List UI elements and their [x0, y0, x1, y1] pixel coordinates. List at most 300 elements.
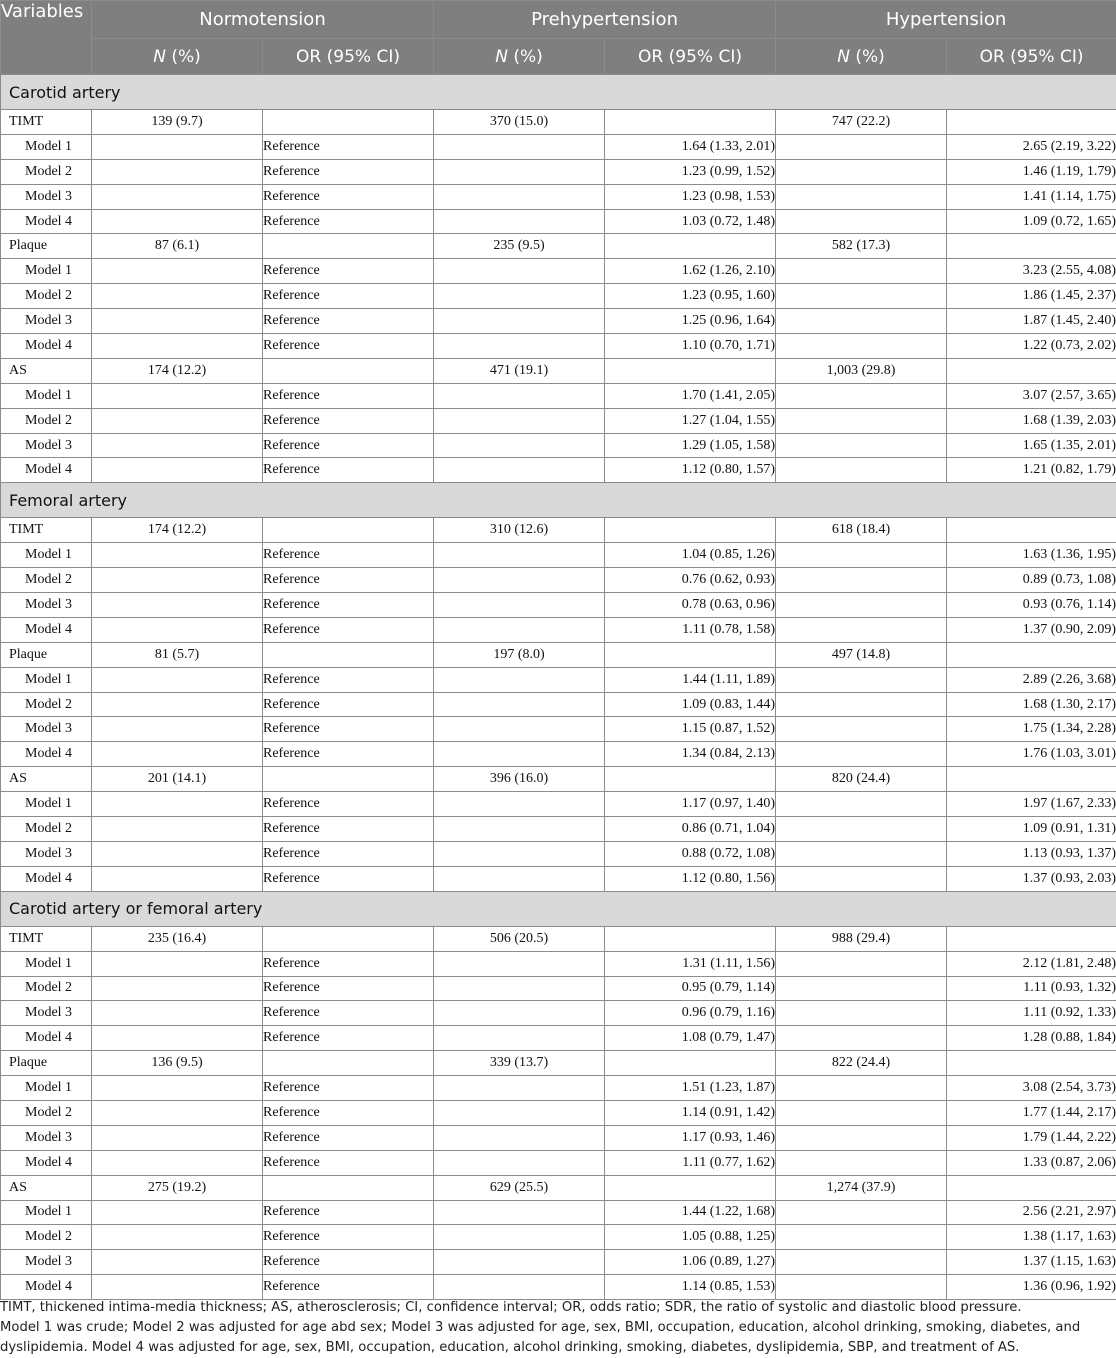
model-label: Model 3 — [1, 309, 92, 334]
outcome-label: AS — [1, 767, 92, 792]
empty-cell — [776, 458, 947, 483]
empty-cell — [776, 1250, 947, 1275]
model-label: Model 3 — [1, 1125, 92, 1150]
model-row — [1, 543, 1116, 568]
empty-cell — [776, 593, 947, 618]
empty-cell — [434, 792, 605, 817]
empty-cell — [776, 543, 947, 568]
model-row — [1, 817, 1116, 842]
model-row — [1, 667, 1116, 692]
table-header — [1, 1, 1116, 75]
table-footnotes — [0, 1298, 1112, 1358]
or-cell-hypertension: 3.07 (2.57, 3.65) — [947, 383, 1116, 408]
model-label: Model 1 — [1, 951, 92, 976]
empty-cell — [605, 1051, 776, 1076]
empty-cell — [434, 1076, 605, 1101]
n-pct-header: N (%) — [434, 39, 605, 75]
model-row — [1, 209, 1116, 234]
model-label: Model 1 — [1, 667, 92, 692]
or-cell-hypertension: 1.09 (0.72, 1.65) — [947, 209, 1116, 234]
empty-cell — [434, 309, 605, 334]
reference-cell: Reference — [263, 593, 434, 618]
n-cell-normotension: 174 (12.2) — [92, 358, 263, 383]
or-cell-prehypertension: 1.15 (0.87, 1.52) — [605, 717, 776, 742]
empty-cell — [776, 209, 947, 234]
outcome-row — [1, 110, 1116, 135]
outcome-row — [1, 926, 1116, 951]
empty-cell — [92, 1026, 263, 1051]
or-cell-hypertension: 0.93 (0.76, 1.14) — [947, 593, 1116, 618]
model-label: Model 4 — [1, 1150, 92, 1175]
empty-cell — [434, 617, 605, 642]
n-cell-prehypertension: 235 (9.5) — [434, 234, 605, 259]
reference-cell: Reference — [263, 792, 434, 817]
or-cell-hypertension: 1.13 (0.93, 1.37) — [947, 841, 1116, 866]
empty-cell — [776, 1275, 947, 1300]
table-body — [1, 75, 1116, 1300]
empty-cell — [263, 110, 434, 135]
or-cell-prehypertension: 1.09 (0.83, 1.44) — [605, 692, 776, 717]
reference-cell: Reference — [263, 1275, 434, 1300]
model-row — [1, 1001, 1116, 1026]
or-cell-hypertension: 1.11 (0.93, 1.32) — [947, 976, 1116, 1001]
or-cell-hypertension: 1.76 (1.03, 3.01) — [947, 742, 1116, 767]
empty-cell — [92, 742, 263, 767]
empty-cell — [776, 667, 947, 692]
empty-cell — [92, 617, 263, 642]
or-cell-prehypertension: 0.86 (0.71, 1.04) — [605, 817, 776, 842]
n-cell-normotension: 136 (9.5) — [92, 1051, 263, 1076]
or-cell-hypertension: 1.46 (1.19, 1.79) — [947, 159, 1116, 184]
reference-cell: Reference — [263, 1225, 434, 1250]
outcome-label: AS — [1, 358, 92, 383]
n-cell-prehypertension: 197 (8.0) — [434, 642, 605, 667]
reference-cell: Reference — [263, 1100, 434, 1125]
or-cell-hypertension: 1.22 (0.73, 2.02) — [947, 334, 1116, 359]
empty-cell — [947, 110, 1116, 135]
reference-cell: Reference — [263, 184, 434, 209]
empty-cell — [605, 518, 776, 543]
model-label: Model 1 — [1, 383, 92, 408]
model-row — [1, 134, 1116, 159]
model-label: Model 3 — [1, 1250, 92, 1275]
empty-cell — [776, 159, 947, 184]
model-row — [1, 383, 1116, 408]
model-row — [1, 841, 1116, 866]
or-cell-hypertension: 1.37 (0.93, 2.03) — [947, 866, 1116, 891]
or-cell-prehypertension: 1.10 (0.70, 1.71) — [605, 334, 776, 359]
n-pct-header: N (%) — [776, 39, 947, 75]
or-cell-prehypertension: 1.03 (0.72, 1.48) — [605, 209, 776, 234]
section-header-row — [1, 891, 1116, 926]
empty-cell — [776, 284, 947, 309]
model-label: Model 3 — [1, 841, 92, 866]
outcome-row — [1, 358, 1116, 383]
empty-cell — [434, 184, 605, 209]
empty-cell — [947, 1051, 1116, 1076]
or-cell-hypertension: 2.56 (2.21, 2.97) — [947, 1200, 1116, 1225]
empty-cell — [92, 692, 263, 717]
reference-cell: Reference — [263, 1076, 434, 1101]
reference-cell: Reference — [263, 841, 434, 866]
empty-cell — [605, 767, 776, 792]
reference-cell: Reference — [263, 866, 434, 891]
empty-cell — [434, 458, 605, 483]
reference-cell: Reference — [263, 408, 434, 433]
model-label: Model 1 — [1, 1200, 92, 1225]
empty-cell — [263, 234, 434, 259]
model-label: Model 4 — [1, 866, 92, 891]
empty-cell — [434, 1225, 605, 1250]
empty-cell — [92, 1200, 263, 1225]
empty-cell — [92, 309, 263, 334]
model-row — [1, 159, 1116, 184]
n-cell-normotension: 174 (12.2) — [92, 518, 263, 543]
empty-cell — [947, 234, 1116, 259]
group-header-normotension: Normotension — [92, 1, 434, 39]
reference-cell: Reference — [263, 1001, 434, 1026]
n-cell-hypertension: 497 (14.8) — [776, 642, 947, 667]
empty-cell — [434, 568, 605, 593]
or-cell-prehypertension: 0.78 (0.63, 0.96) — [605, 593, 776, 618]
empty-cell — [92, 458, 263, 483]
empty-cell — [605, 926, 776, 951]
empty-cell — [92, 817, 263, 842]
empty-cell — [776, 433, 947, 458]
model-label: Model 1 — [1, 792, 92, 817]
empty-cell — [92, 334, 263, 359]
footnote-models: Model 1 was crude; Model 2 was adjusted for age abd sex; Model 3 was adjusted for age, sex, BMI, occupation, education, alcohol drinking, smoking, diabetes, and dyslipidemia. Model 4 was adjusted for age, sex, BMI, occupation, education, alcohol drinking, smoking, diabetes, dyslipidemia, SBP, and treatment of AS. — [0, 1320, 1081, 1355]
empty-cell — [947, 1175, 1116, 1200]
or-ci-header: OR (95% CI) — [263, 39, 434, 75]
model-row — [1, 1150, 1116, 1175]
empty-cell — [776, 717, 947, 742]
model-label: Model 3 — [1, 717, 92, 742]
empty-cell — [92, 408, 263, 433]
empty-cell — [92, 866, 263, 891]
model-row — [1, 742, 1116, 767]
model-label: Model 2 — [1, 817, 92, 842]
or-ci-header: OR (95% CI) — [605, 39, 776, 75]
empty-cell — [776, 1100, 947, 1125]
empty-cell — [434, 593, 605, 618]
empty-cell — [434, 1125, 605, 1150]
empty-cell — [434, 1001, 605, 1026]
empty-cell — [605, 358, 776, 383]
model-row — [1, 309, 1116, 334]
model-label: Model 4 — [1, 1026, 92, 1051]
or-cell-hypertension: 2.65 (2.19, 3.22) — [947, 134, 1116, 159]
outcome-row — [1, 642, 1116, 667]
model-label: Model 2 — [1, 1225, 92, 1250]
n-cell-prehypertension: 339 (13.7) — [434, 1051, 605, 1076]
n-cell-normotension: 275 (19.2) — [92, 1175, 263, 1200]
empty-cell — [776, 792, 947, 817]
model-row — [1, 259, 1116, 284]
reference-cell: Reference — [263, 742, 434, 767]
outcome-row — [1, 518, 1116, 543]
or-cell-hypertension: 1.65 (1.35, 2.01) — [947, 433, 1116, 458]
or-ci-header: OR (95% CI) — [947, 39, 1116, 75]
empty-cell — [92, 1150, 263, 1175]
empty-cell — [263, 1051, 434, 1076]
empty-cell — [776, 1200, 947, 1225]
section-header-row — [1, 75, 1116, 110]
model-row — [1, 1076, 1116, 1101]
empty-cell — [434, 408, 605, 433]
model-row — [1, 951, 1116, 976]
model-label: Model 1 — [1, 134, 92, 159]
model-label: Model 4 — [1, 617, 92, 642]
empty-cell — [263, 1175, 434, 1200]
empty-cell — [92, 259, 263, 284]
empty-cell — [434, 1026, 605, 1051]
model-row — [1, 1026, 1116, 1051]
model-row — [1, 1225, 1116, 1250]
reference-cell: Reference — [263, 134, 434, 159]
empty-cell — [92, 1001, 263, 1026]
outcome-label: TIMT — [1, 110, 92, 135]
or-cell-hypertension: 3.08 (2.54, 3.73) — [947, 1076, 1116, 1101]
empty-cell — [605, 642, 776, 667]
model-row — [1, 458, 1116, 483]
or-cell-prehypertension: 1.12 (0.80, 1.57) — [605, 458, 776, 483]
empty-cell — [947, 926, 1116, 951]
model-row — [1, 976, 1116, 1001]
reference-cell: Reference — [263, 1250, 434, 1275]
empty-cell — [92, 1100, 263, 1125]
model-row — [1, 593, 1116, 618]
reference-cell: Reference — [263, 433, 434, 458]
or-cell-prehypertension: 1.44 (1.22, 1.68) — [605, 1200, 776, 1225]
reference-cell: Reference — [263, 1200, 434, 1225]
empty-cell — [92, 284, 263, 309]
or-cell-hypertension: 1.38 (1.17, 1.63) — [947, 1225, 1116, 1250]
or-cell-prehypertension: 1.11 (0.77, 1.62) — [605, 1150, 776, 1175]
model-label: Model 4 — [1, 742, 92, 767]
outcome-label: AS — [1, 1175, 92, 1200]
model-label: Model 2 — [1, 692, 92, 717]
empty-cell — [776, 976, 947, 1001]
empty-cell — [434, 1250, 605, 1275]
empty-cell — [92, 593, 263, 618]
empty-cell — [434, 742, 605, 767]
or-cell-hypertension: 1.09 (0.91, 1.31) — [947, 817, 1116, 842]
empty-cell — [92, 383, 263, 408]
empty-cell — [92, 433, 263, 458]
or-cell-prehypertension: 1.44 (1.11, 1.89) — [605, 667, 776, 692]
model-label: Model 2 — [1, 568, 92, 593]
or-cell-prehypertension: 1.70 (1.41, 2.05) — [605, 383, 776, 408]
model-label: Model 2 — [1, 1100, 92, 1125]
or-cell-prehypertension: 1.23 (0.95, 1.60) — [605, 284, 776, 309]
model-row — [1, 408, 1116, 433]
or-cell-prehypertension: 1.14 (0.91, 1.42) — [605, 1100, 776, 1125]
empty-cell — [776, 334, 947, 359]
empty-cell — [434, 543, 605, 568]
n-cell-normotension: 87 (6.1) — [92, 234, 263, 259]
model-row — [1, 284, 1116, 309]
n-cell-prehypertension: 310 (12.6) — [434, 518, 605, 543]
model-label: Model 1 — [1, 259, 92, 284]
empty-cell — [434, 841, 605, 866]
empty-cell — [434, 951, 605, 976]
or-cell-prehypertension: 1.06 (0.89, 1.27) — [605, 1250, 776, 1275]
empty-cell — [434, 1200, 605, 1225]
or-cell-hypertension: 1.77 (1.44, 2.17) — [947, 1100, 1116, 1125]
or-cell-prehypertension: 0.76 (0.62, 0.93) — [605, 568, 776, 593]
model-label: Model 3 — [1, 184, 92, 209]
empty-cell — [776, 817, 947, 842]
or-cell-hypertension: 1.28 (0.88, 1.84) — [947, 1026, 1116, 1051]
n-cell-normotension: 235 (16.4) — [92, 926, 263, 951]
model-row — [1, 692, 1116, 717]
empty-cell — [776, 1026, 947, 1051]
or-cell-hypertension: 1.79 (1.44, 2.22) — [947, 1125, 1116, 1150]
empty-cell — [776, 184, 947, 209]
empty-cell — [434, 717, 605, 742]
empty-cell — [263, 642, 434, 667]
empty-cell — [92, 667, 263, 692]
n-cell-hypertension: 988 (29.4) — [776, 926, 947, 951]
outcome-label: TIMT — [1, 518, 92, 543]
or-cell-prehypertension: 1.14 (0.85, 1.53) — [605, 1275, 776, 1300]
empty-cell — [434, 1275, 605, 1300]
model-label: Model 2 — [1, 976, 92, 1001]
or-cell-prehypertension: 1.25 (0.96, 1.64) — [605, 309, 776, 334]
model-label: Model 3 — [1, 433, 92, 458]
empty-cell — [776, 1225, 947, 1250]
reference-cell: Reference — [263, 1125, 434, 1150]
empty-cell — [776, 951, 947, 976]
or-cell-prehypertension: 1.31 (1.11, 1.56) — [605, 951, 776, 976]
empty-cell — [776, 692, 947, 717]
reference-cell: Reference — [263, 568, 434, 593]
section-title: Carotid artery — [1, 75, 1116, 110]
empty-cell — [434, 383, 605, 408]
empty-cell — [434, 1150, 605, 1175]
n-cell-hypertension: 582 (17.3) — [776, 234, 947, 259]
model-row — [1, 866, 1116, 891]
model-row — [1, 1200, 1116, 1225]
model-row — [1, 792, 1116, 817]
reference-cell: Reference — [263, 383, 434, 408]
or-cell-hypertension: 1.36 (0.96, 1.92) — [947, 1275, 1116, 1300]
model-row — [1, 1250, 1116, 1275]
model-row — [1, 617, 1116, 642]
empty-cell — [776, 408, 947, 433]
outcome-label: Plaque — [1, 234, 92, 259]
empty-cell — [776, 841, 947, 866]
empty-cell — [776, 1125, 947, 1150]
empty-cell — [434, 817, 605, 842]
n-cell-prehypertension: 629 (25.5) — [434, 1175, 605, 1200]
section-header-row — [1, 483, 1116, 518]
or-cell-prehypertension: 0.95 (0.79, 1.14) — [605, 976, 776, 1001]
empty-cell — [776, 866, 947, 891]
empty-cell — [434, 159, 605, 184]
empty-cell — [434, 1100, 605, 1125]
empty-cell — [263, 518, 434, 543]
empty-cell — [92, 792, 263, 817]
n-cell-hypertension: 1,274 (37.9) — [776, 1175, 947, 1200]
or-cell-prehypertension: 1.17 (0.93, 1.46) — [605, 1125, 776, 1150]
section-title: Carotid artery or femoral artery — [1, 891, 1116, 926]
reference-cell: Reference — [263, 259, 434, 284]
reference-cell: Reference — [263, 458, 434, 483]
or-cell-hypertension: 2.12 (1.81, 2.48) — [947, 951, 1116, 976]
or-cell-hypertension: 1.21 (0.82, 1.79) — [947, 458, 1116, 483]
empty-cell — [776, 383, 947, 408]
empty-cell — [92, 717, 263, 742]
group-header-hypertension: Hypertension — [776, 1, 1116, 39]
outcome-label: Plaque — [1, 1051, 92, 1076]
reference-cell: Reference — [263, 717, 434, 742]
variables-header: Variables — [1, 1, 92, 75]
empty-cell — [92, 1225, 263, 1250]
empty-cell — [92, 1125, 263, 1150]
empty-cell — [434, 334, 605, 359]
empty-cell — [92, 184, 263, 209]
empty-cell — [776, 134, 947, 159]
empty-cell — [605, 234, 776, 259]
empty-cell — [92, 976, 263, 1001]
n-cell-hypertension: 822 (24.4) — [776, 1051, 947, 1076]
empty-cell — [605, 110, 776, 135]
empty-cell — [92, 1250, 263, 1275]
model-row — [1, 568, 1116, 593]
or-cell-prehypertension: 1.62 (1.26, 2.10) — [605, 259, 776, 284]
model-label: Model 2 — [1, 159, 92, 184]
model-label: Model 4 — [1, 334, 92, 359]
or-cell-prehypertension: 1.12 (0.80, 1.56) — [605, 866, 776, 891]
empty-cell — [434, 866, 605, 891]
model-row — [1, 1275, 1116, 1300]
or-cell-prehypertension: 0.88 (0.72, 1.08) — [605, 841, 776, 866]
n-cell-normotension: 201 (14.1) — [92, 767, 263, 792]
outcome-label: Plaque — [1, 642, 92, 667]
n-cell-prehypertension: 370 (15.0) — [434, 110, 605, 135]
model-label: Model 1 — [1, 1076, 92, 1101]
model-row — [1, 717, 1116, 742]
empty-cell — [947, 767, 1116, 792]
or-cell-hypertension: 1.11 (0.92, 1.33) — [947, 1001, 1116, 1026]
empty-cell — [776, 742, 947, 767]
model-row — [1, 1125, 1116, 1150]
empty-cell — [92, 1076, 263, 1101]
reference-cell: Reference — [263, 543, 434, 568]
empty-cell — [434, 209, 605, 234]
or-cell-prehypertension: 1.51 (1.23, 1.87) — [605, 1076, 776, 1101]
model-row — [1, 433, 1116, 458]
or-cell-hypertension: 1.37 (1.15, 1.63) — [947, 1250, 1116, 1275]
reference-cell: Reference — [263, 692, 434, 717]
reference-cell: Reference — [263, 209, 434, 234]
or-cell-hypertension: 1.37 (0.90, 2.09) — [947, 617, 1116, 642]
outcome-label: TIMT — [1, 926, 92, 951]
model-row — [1, 334, 1116, 359]
n-cell-hypertension: 820 (24.4) — [776, 767, 947, 792]
model-label: Model 2 — [1, 408, 92, 433]
or-cell-hypertension: 1.97 (1.67, 2.33) — [947, 792, 1116, 817]
model-label: Model 2 — [1, 284, 92, 309]
empty-cell — [434, 976, 605, 1001]
empty-cell — [947, 642, 1116, 667]
or-cell-prehypertension: 1.34 (0.84, 2.13) — [605, 742, 776, 767]
model-label: Model 4 — [1, 458, 92, 483]
or-cell-prehypertension: 1.64 (1.33, 2.01) — [605, 134, 776, 159]
or-cell-prehypertension: 0.96 (0.79, 1.16) — [605, 1001, 776, 1026]
